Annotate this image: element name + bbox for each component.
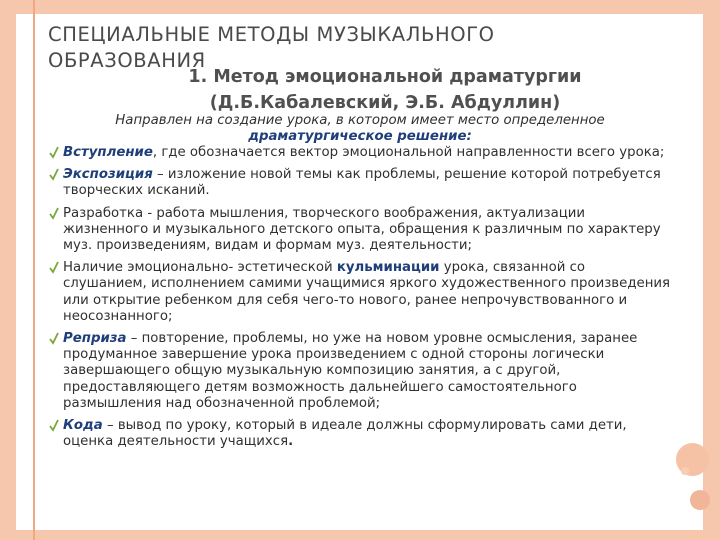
intro-paragraph	[60, 113, 660, 145]
item-text-end: .	[288, 434, 294, 450]
check-icon	[49, 206, 59, 220]
intro-highlight: драматургическое решение:	[248, 129, 472, 144]
item-term: Экспозиция	[63, 167, 153, 183]
title-line-1: СПЕЦИАЛЬНЫЕ МЕТОДЫ МУЗЫКАЛЬНОГО	[48, 23, 495, 46]
subtitle-line-1: 1. Метод эмоциональной драматургии	[188, 67, 582, 87]
list-item-development	[48, 206, 673, 255]
item-term: кульминации	[336, 260, 440, 276]
item-text: – изложение новой темы как проблемы, решение которой потребуется творческих исканий.	[63, 167, 661, 199]
list-item-exposition	[48, 167, 673, 199]
check-icon	[49, 331, 59, 345]
subtitle-line-2: (Д.Б.Кабалевский, Э.Б. Абдуллин)	[209, 93, 561, 113]
section-subtitle	[150, 64, 620, 116]
list-item-reprise	[48, 331, 673, 412]
list-item-coda	[48, 418, 673, 450]
intro-text: Направлен на создание урока, в котором имеет место определенное	[115, 113, 605, 128]
check-icon	[49, 418, 59, 432]
item-term: Кода	[63, 418, 103, 434]
decorative-circle	[681, 467, 689, 475]
item-text: Разработка - работа мышления, творческого воображения, актуализации жизненного и музыкального детского опыта, обращения к различным по характеру муз. произведениям, видам и формам муз. деятельности;	[63, 205, 661, 254]
check-icon	[49, 260, 59, 274]
decorative-rule	[33, 0, 35, 540]
item-text-after: урока, связанной со слушанием, исполнением самими учащимися яркого художественного произведения или открытие ребенком для себя чего-то нового, ранее непрочувствованного и неосознанного;	[63, 260, 671, 324]
method-stages-list	[48, 145, 673, 456]
check-icon	[49, 145, 59, 159]
title-line-2: ОБРАЗОВАНИЯ	[48, 49, 206, 72]
decorative-circle	[690, 490, 710, 510]
item-term: Реприза	[63, 331, 127, 347]
item-text: где обозначается вектор эмоциональной направленности всего урока;	[157, 145, 665, 160]
check-icon	[49, 167, 59, 181]
item-term: Вступление	[63, 145, 153, 160]
list-item-intro-stage	[48, 145, 673, 161]
item-term-suffix: ,	[152, 145, 158, 160]
item-text: – вывод по уроку, который в идеале должны сформулировать сами дети, оценка деятельности учащихся	[63, 418, 627, 450]
item-text: – повторение, проблемы, но уже на новом уровне осмысления, заранее продуманное завершение урока произведением с одной стороны логически завершающего общую музыкальную композицию занятия, а с другой, предоставляющего детям возможность дальнейшего самостоятельного размышления над обозначенной проблемой;	[63, 331, 638, 411]
item-text-before: Наличие эмоционально- эстетической	[63, 260, 337, 276]
list-item-climax	[48, 260, 673, 325]
